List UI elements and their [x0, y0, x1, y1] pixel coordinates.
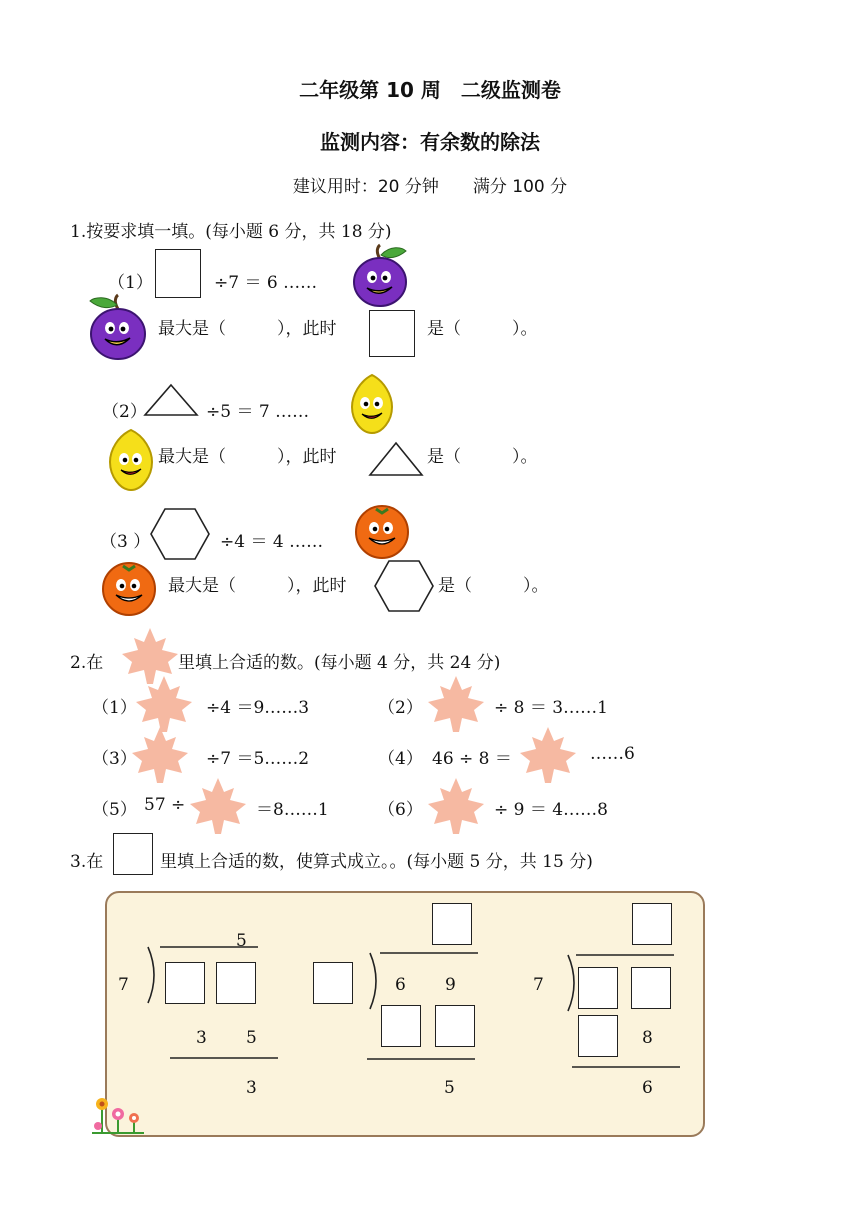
s1-item3-answer: 是（ ）。 [438, 576, 549, 596]
div1-rule [170, 1056, 280, 1060]
div2-quotient-box[interactable] [432, 903, 472, 945]
div1-remainder: 3 [246, 1078, 257, 1098]
s1-item3-equation: ÷4 ＝ 4 …… [220, 532, 324, 552]
s2-item5-after: ＝8……1 [256, 800, 329, 820]
section2-heading-post: 里填上合适的数。(每小题 4 分，共 24 分) [178, 653, 501, 673]
maple-leaf-box[interactable] [428, 778, 484, 834]
lemon-icon [108, 428, 154, 492]
div2-divisor-box[interactable] [313, 962, 353, 1004]
div3-remainder: 6 [642, 1078, 653, 1098]
s2-item3-number: （3） [92, 749, 137, 769]
plum-icon [350, 245, 410, 307]
s2-item5-number: （5） [92, 800, 137, 820]
exam-meta: 建议用时：20 分钟 满分 100 分 [292, 177, 568, 197]
div2-bracket [362, 951, 480, 1011]
s1-item1-dividend-box[interactable] [155, 249, 201, 298]
s2-item5-before: 57 ÷ [144, 795, 186, 815]
orange-icon [354, 503, 410, 559]
lemon-icon [350, 373, 394, 435]
div2-dividend-2: 9 [445, 975, 456, 995]
s1-item1-number: （1） [108, 273, 153, 293]
orange-icon [101, 560, 157, 616]
div2-product-box-1[interactable] [381, 1005, 421, 1047]
div2-product-box-2[interactable] [435, 1005, 475, 1047]
div3-dividend-box-1[interactable] [578, 967, 618, 1009]
maple-leaf-box[interactable] [428, 676, 484, 732]
maple-leaf-box[interactable] [136, 676, 192, 732]
hexagon-box[interactable] [374, 560, 434, 612]
s2-item2-after: ÷ 8 ＝ 3……1 [494, 698, 608, 718]
s2-item2-number: （2） [378, 698, 423, 718]
section3-heading-pre: 3.在 [70, 852, 104, 872]
div3-dividend-box-2[interactable] [631, 967, 671, 1009]
s1-item1-answer: 是（ ）。 [427, 319, 538, 339]
plum-icon [88, 295, 148, 359]
s2-item1-after: ÷4 ＝9……3 [206, 698, 310, 718]
flowers-icon [92, 1096, 146, 1136]
div3-rule [572, 1065, 682, 1069]
section3-heading-post: 里填上合适的数，使算式成立。。(每小题 5 分，共 15 分) [160, 852, 593, 872]
page-subtitle: 监测内容：有余数的除法 [320, 130, 540, 154]
s2-item6-number: （6） [378, 800, 423, 820]
section3-heading-box [113, 833, 153, 875]
div1-quotient: 5 [236, 931, 247, 951]
s1-item1-question: 最大是（ ），此时 [158, 319, 337, 339]
s2-item3-after: ÷7 ＝5……2 [206, 749, 310, 769]
div3-divisor: 7 [533, 975, 544, 995]
div3-product-box-1[interactable] [578, 1015, 618, 1057]
div1-product-1: 3 [196, 1028, 207, 1048]
div2-remainder: 5 [444, 1078, 455, 1098]
triangle-box[interactable] [369, 442, 423, 476]
s2-item4-number: （4） [378, 749, 423, 769]
div1-dividend-box-1[interactable] [165, 962, 205, 1004]
s1-item2-answer: 是（ ）。 [427, 447, 538, 467]
maple-leaf-box[interactable] [132, 727, 188, 783]
section1-heading: 1.按要求填一填。(每小题 6 分，共 18 分) [70, 222, 392, 242]
div1-dividend-box-2[interactable] [216, 962, 256, 1004]
div2-rule [367, 1057, 477, 1061]
div1-product-2: 5 [246, 1028, 257, 1048]
section2-heading-pre: 2.在 [70, 653, 104, 673]
s1-item1-equation: ÷7 ＝ 6 …… [214, 273, 318, 293]
s2-item4-after: ……6 [590, 744, 635, 764]
hexagon-box[interactable] [150, 508, 210, 560]
div2-dividend-1: 6 [395, 975, 406, 995]
s1-item1-square-box[interactable] [369, 310, 415, 357]
triangle-box[interactable] [144, 384, 198, 416]
div1-divisor: 7 [118, 975, 129, 995]
s2-item6-after: ÷ 9 ＝ 4……8 [494, 800, 608, 820]
s1-item2-question: 最大是（ ），此时 [158, 447, 337, 467]
s2-item4-before: 46 ÷ 8 ＝ [432, 749, 512, 769]
maple-leaf-box[interactable] [190, 778, 246, 834]
div3-quotient-box[interactable] [632, 903, 672, 945]
page-title: 二年级第 10 周 二级监测卷 [299, 78, 561, 102]
div3-product-2: 8 [642, 1028, 653, 1048]
s2-item1-number: （1） [92, 698, 137, 718]
s1-item3-question: 最大是（ ），此时 [168, 576, 347, 596]
s1-item2-equation: ÷5 ＝ 7 …… [206, 402, 310, 422]
s1-item3-number: （3 ） [100, 532, 151, 552]
s1-item2-number: （2） [102, 402, 147, 422]
maple-leaf-box[interactable] [520, 727, 576, 783]
